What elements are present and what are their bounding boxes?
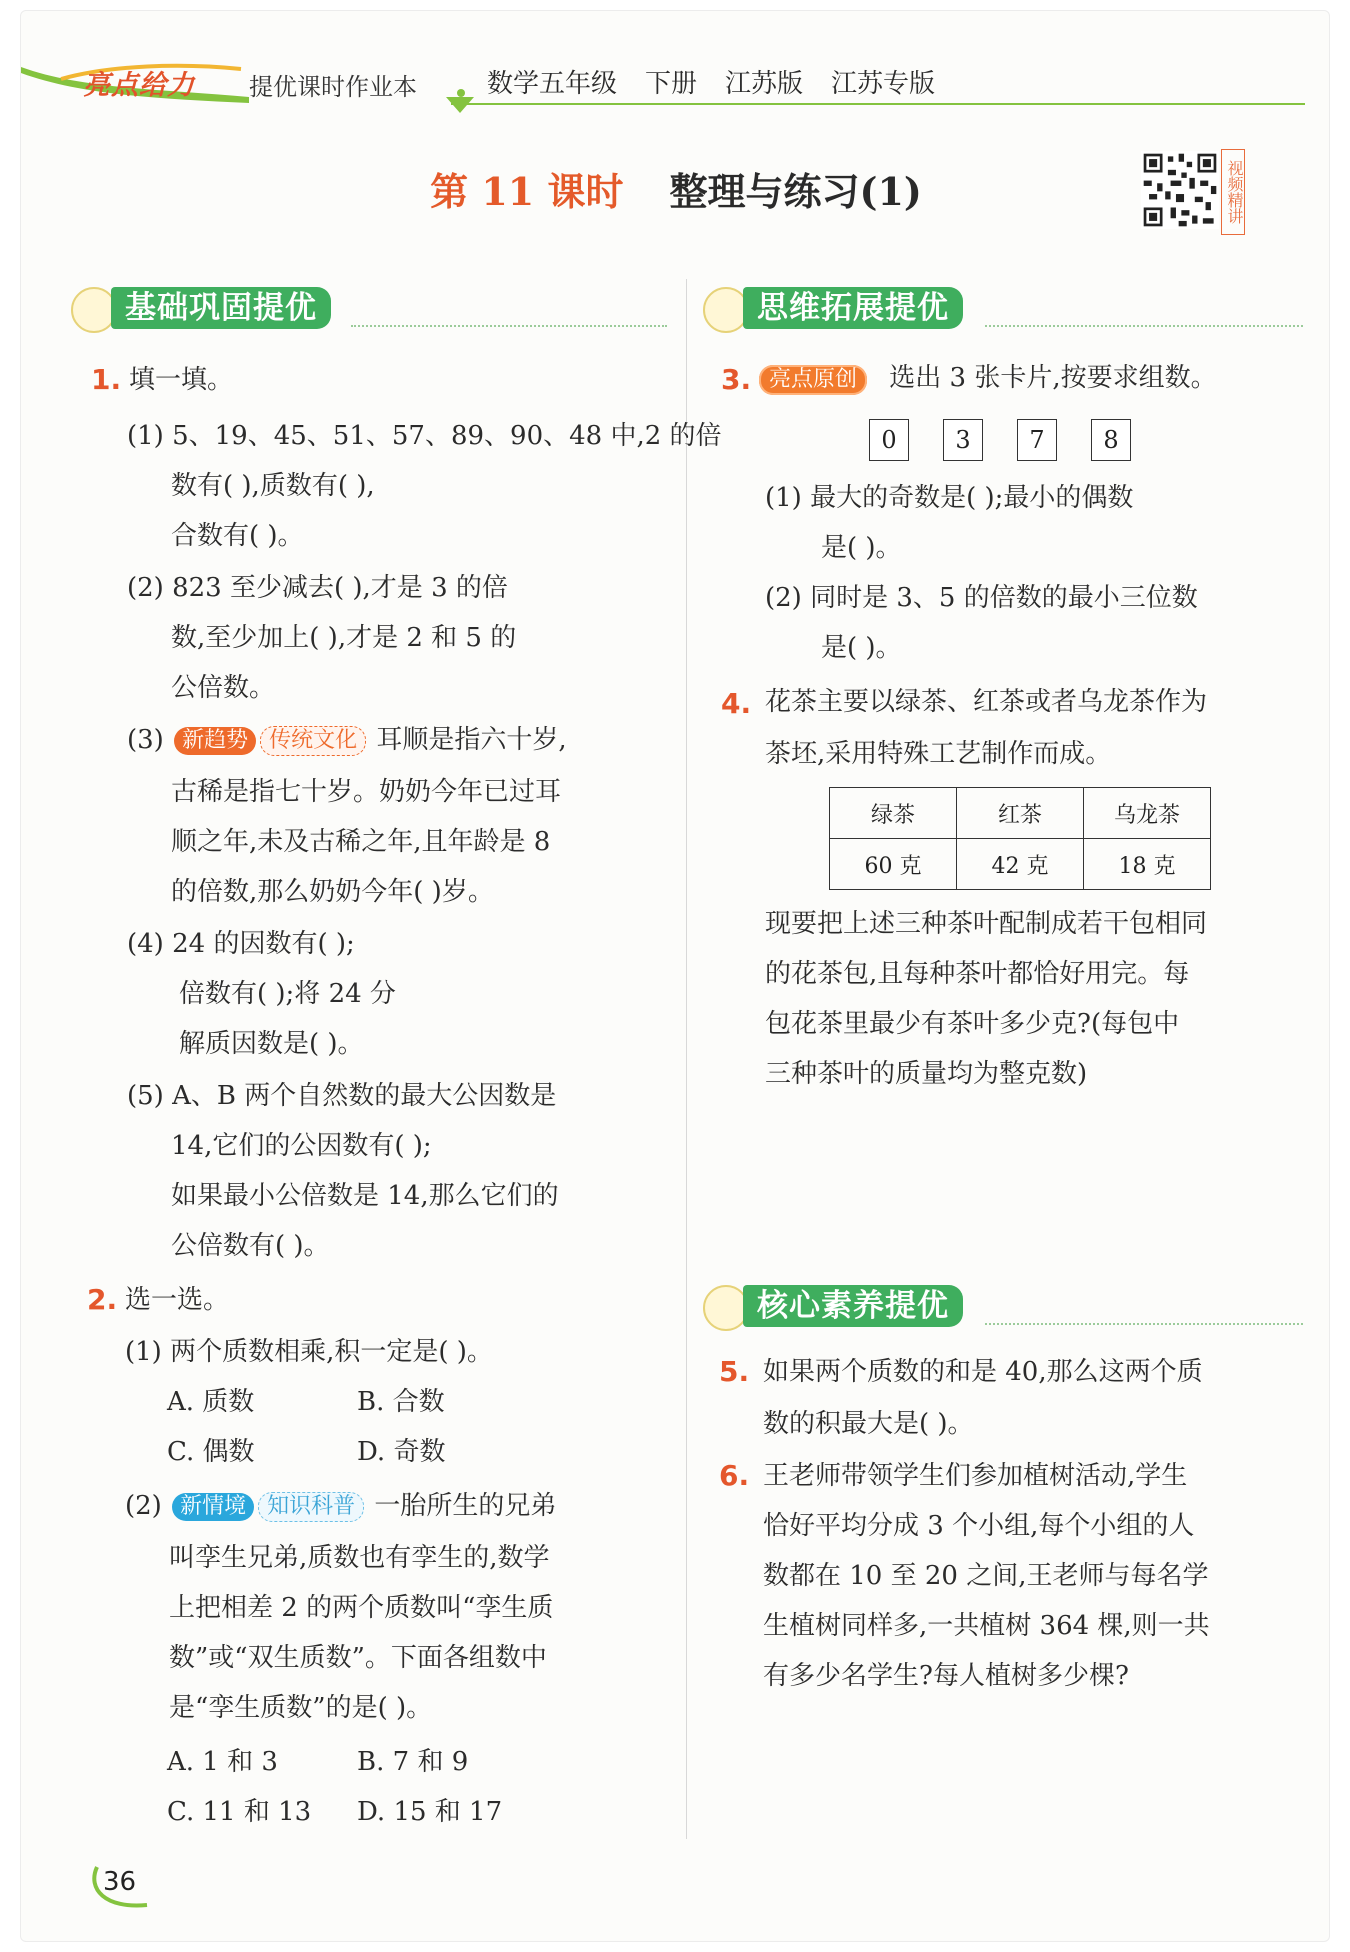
q1-p1-line2: 数有( ),质数有( ), [171, 471, 375, 501]
q6-line1: 王老师带领学生们参加植树活动,学生 [763, 1461, 1188, 1491]
q2-number: 2. [87, 1283, 118, 1316]
q3-original-tag: 亮点原创 [759, 365, 867, 395]
q2-p2-line2: 叫孪生兄弟,质数也有孪生的,数学 [169, 1543, 550, 1573]
q2-p2-text1: 一胎所生的兄弟 [374, 1491, 557, 1521]
column-divider [686, 279, 687, 1839]
tea-value-black: 42 克 [957, 839, 1084, 890]
page-number: 36 [103, 1867, 137, 1897]
tea-value-oolong: 18 克 [1084, 839, 1211, 890]
q1-number: 1. [91, 363, 122, 396]
q3-stem: 选出 3 张卡片,按要求组数。 [889, 363, 1217, 393]
q1-p4-line1: (4) 24 的因数有( ); [127, 929, 355, 959]
section-extend-title: 思维拓展提优 [743, 287, 963, 329]
page-title [21, 161, 1330, 216]
page-header [21, 59, 1330, 109]
qr-code-icon[interactable] [1141, 149, 1219, 231]
q1-p3-tag-culture: 传统文化 [260, 726, 366, 756]
q1-p3-line4: 的倍数,那么奶奶今年( )岁。 [171, 877, 494, 907]
header-notch [446, 97, 474, 113]
lesson-number: 第 11 课时 [430, 169, 624, 214]
header-rule [451, 103, 1305, 105]
q3-number: 3. [721, 363, 752, 396]
tea-table [829, 787, 1211, 890]
q2-p2-line5: 是“孪生质数”的是( )。 [169, 1693, 433, 1723]
table-row [830, 839, 1211, 890]
tea-header-black: 红茶 [957, 788, 1084, 839]
section-basic-title: 基础巩固提优 [111, 287, 331, 329]
q1-p1-line3: 合数有( )。 [171, 521, 304, 551]
q1-p2-line3: 公倍数。 [171, 673, 276, 703]
q3-card-2: 7 [1017, 419, 1057, 461]
q1-p5-line2: 14,它们的公因数有( ); [171, 1131, 432, 1161]
q2-stem: 选一选。 [125, 1285, 230, 1315]
section-extend-rule [985, 325, 1303, 327]
section-core-title: 核心素养提优 [743, 1285, 963, 1327]
q6-number: 6. [719, 1459, 750, 1492]
q1-p3-text1: 耳顺是指六十岁, [376, 725, 567, 755]
section-extend [703, 281, 1303, 337]
q1-p3-line1 [127, 725, 567, 756]
q5-line2: 数的积最大是( )。 [763, 1409, 974, 1439]
section-core [703, 1279, 1303, 1335]
q1-p3-tag-trend: 新趋势 [174, 727, 256, 755]
q2-p1-opt-b: B. 合数 [357, 1387, 445, 1417]
q6-line4: 生植树同样多,一共植树 364 棵,则一共 [763, 1611, 1210, 1641]
q1-p3-line2: 古稀是指七十岁。奶奶今年已过耳 [171, 777, 562, 807]
q5-line1: 如果两个质数的和是 40,那么这两个质 [763, 1357, 1203, 1387]
q3-card-0: 0 [869, 419, 909, 461]
header-meta [487, 63, 935, 100]
section-basic-rule [351, 325, 667, 327]
q1-p5-line4: 公倍数有( )。 [171, 1231, 330, 1261]
tea-header-green: 绿茶 [830, 788, 957, 839]
section-core-rule [985, 1323, 1303, 1325]
q2-p1-line: (1) 两个质数相乘,积一定是( )。 [125, 1337, 493, 1367]
header-dot [457, 89, 465, 97]
q6-line3: 数都在 10 至 20 之间,王老师与每名学 [763, 1561, 1209, 1591]
q2-p2-opt-d: D. 15 和 17 [357, 1797, 503, 1827]
q1-stem: 填一填。 [129, 365, 234, 395]
header-edition: 江苏版 [725, 69, 804, 99]
q2-p2-prefix: (2) [125, 1491, 162, 1521]
q1-p5-line3: 如果最小公倍数是 14,那么它们的 [171, 1181, 559, 1211]
brand-logo: 亮点给力 [83, 70, 195, 101]
q2-p2-line1 [125, 1491, 556, 1522]
q1-p4-line2: 倍数有( );将 24 分 [179, 979, 396, 1009]
q2-p2-tag-science: 知识科普 [258, 1492, 364, 1522]
q3-p1-line1: (1) 最大的奇数是( );最小的偶数 [765, 483, 1134, 513]
q4-line2: 茶坯,采用特殊工艺制作而成。 [765, 739, 1112, 769]
brand-subtitle: 提优课时作业本 [249, 73, 417, 101]
q2-p2-line4: 数”或“双生质数”。下面各组数中 [169, 1643, 547, 1673]
q2-p1-opt-d: D. 奇数 [357, 1437, 446, 1467]
q3-p2-line2: 是( )。 [821, 633, 902, 663]
header-grade: 数学五年级 [487, 69, 618, 99]
q4-line5: 包花茶里最少有茶叶多少克?(每包中 [765, 1009, 1180, 1039]
video-tag: 视频精讲 [1221, 149, 1245, 235]
header-special: 江苏专版 [831, 69, 936, 99]
table-row [830, 788, 1211, 839]
q4-line4: 的花茶包,且每种茶叶都恰好用完。每 [765, 959, 1190, 989]
tea-header-oolong: 乌龙茶 [1084, 788, 1211, 839]
q1-p1-line1: (1) 5、19、45、51、57、89、90、48 中,2 的倍 [127, 421, 722, 451]
q4-line6: 三种茶叶的质量均为整克数) [765, 1059, 1088, 1089]
q1-p5-line1: (5) A、B 两个自然数的最大公因数是 [127, 1081, 557, 1111]
q1-p2-line1: (2) 823 至少减去( ),才是 3 的倍 [127, 573, 508, 603]
q2-p2-line3: 上把相差 2 的两个质数叫“孪生质 [169, 1593, 554, 1623]
section-basic [71, 281, 671, 337]
q3-stem-line [759, 363, 1217, 395]
q3-card-1: 3 [943, 419, 983, 461]
header-volume: 下册 [645, 69, 698, 99]
q3-card-3: 8 [1091, 419, 1131, 461]
q1-p4-line3: 解质因数是( )。 [179, 1029, 364, 1059]
q1-p3-prefix: (3) [127, 725, 164, 755]
q6-line5: 有多少名学生?每人植树多少棵? [763, 1661, 1129, 1691]
q5-number: 5. [719, 1355, 750, 1388]
q1-p2-line2: 数,至少加上( ),才是 2 和 5 的 [171, 623, 517, 653]
q2-p1-opt-c: C. 偶数 [167, 1437, 255, 1467]
workbook-page [20, 10, 1330, 1942]
lesson-name: 整理与练习(1) [669, 169, 922, 214]
q2-p2-opt-a: A. 1 和 3 [167, 1747, 278, 1777]
q3-p2-line1: (2) 同时是 3、5 的倍数的最小三位数 [765, 583, 1198, 613]
q6-line2: 恰好平均分成 3 个小组,每个小组的人 [763, 1511, 1195, 1541]
tea-value-green: 60 克 [830, 839, 957, 890]
q3-p1-line2: 是( )。 [821, 533, 902, 563]
q1-p3-line3: 顺之年,未及古稀之年,且年龄是 8 [171, 827, 551, 857]
q2-p2-opt-b: B. 7 和 9 [357, 1747, 469, 1777]
q2-p2-opt-c: C. 11 和 13 [167, 1797, 312, 1827]
q2-p2-tag-scene: 新情境 [172, 1493, 254, 1521]
q2-p1-opt-a: A. 质数 [167, 1387, 255, 1417]
q4-number: 4. [721, 687, 752, 720]
q4-line3: 现要把上述三种茶叶配制成若干包相同 [765, 909, 1208, 939]
q4-line1: 花茶主要以绿茶、红茶或者乌龙茶作为 [765, 687, 1208, 717]
